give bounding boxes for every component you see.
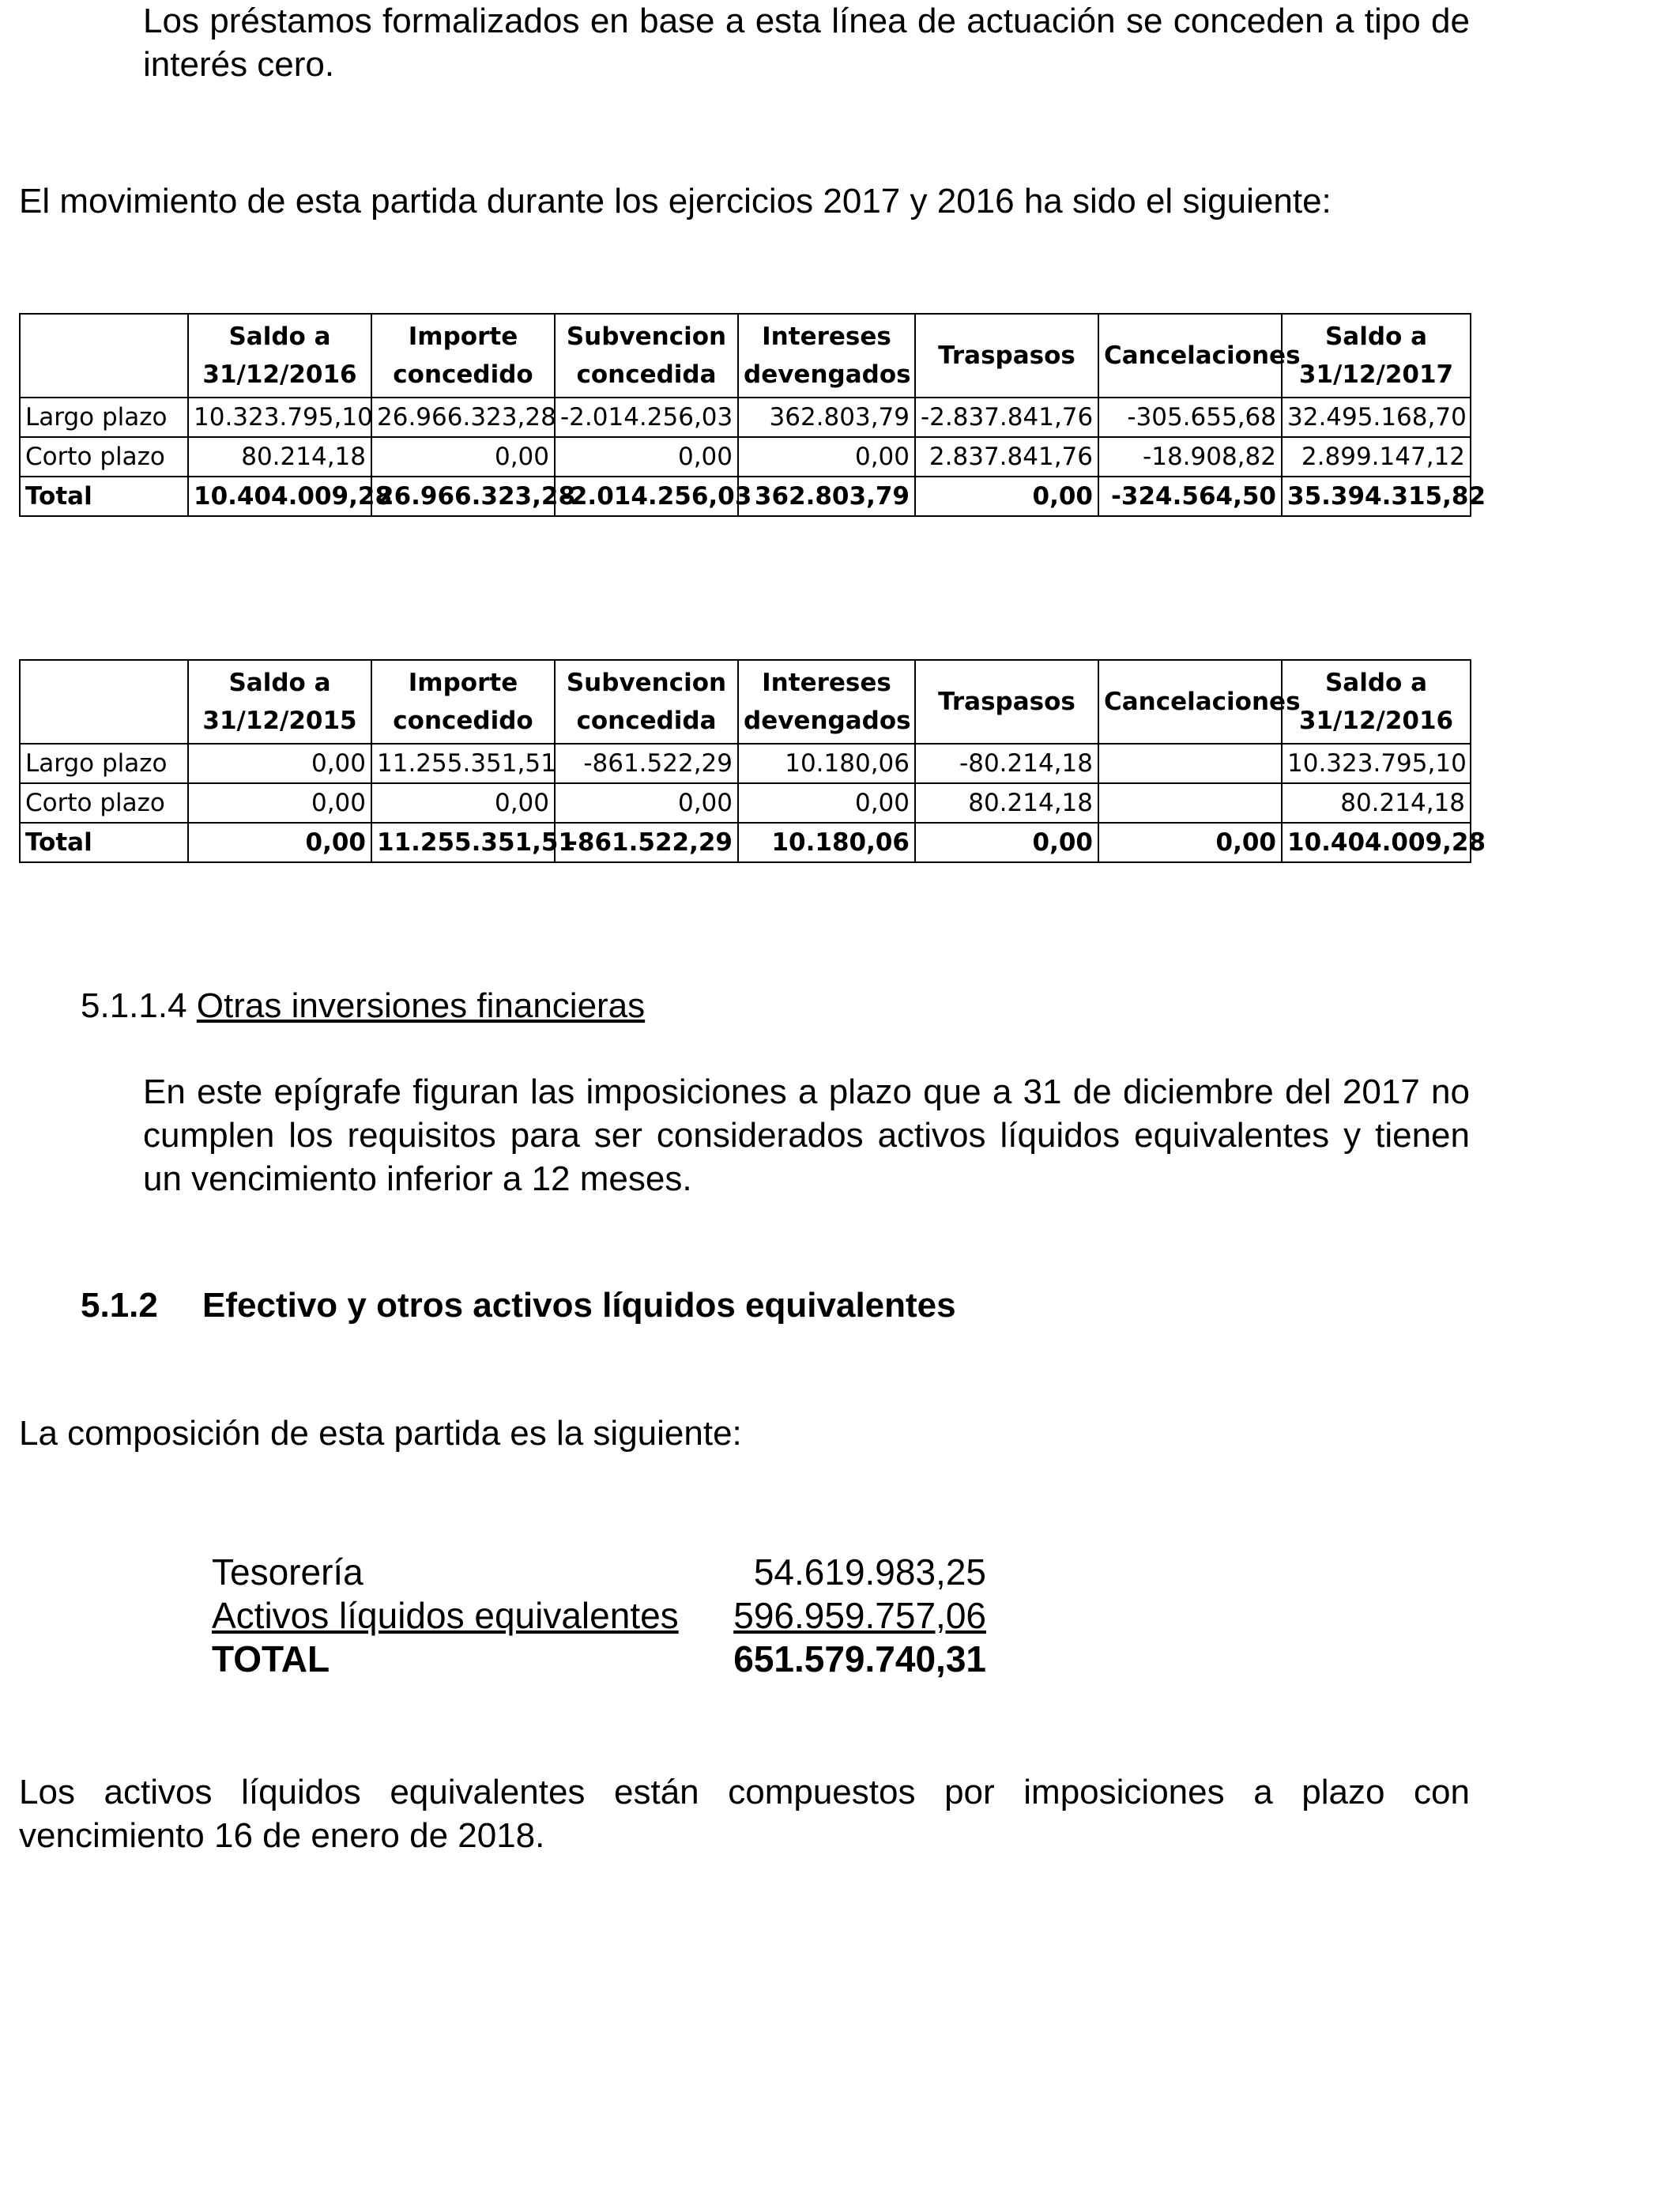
cell: 0,00 bbox=[1098, 823, 1282, 862]
composition-row bbox=[212, 1594, 986, 1638]
cell: 0,00 bbox=[188, 783, 371, 823]
cell: 0,00 bbox=[915, 823, 1098, 862]
cell: 0,00 bbox=[738, 783, 915, 823]
table-row bbox=[20, 437, 1471, 477]
header-traspasos: Traspasos bbox=[915, 314, 1098, 398]
header-intereses: Intereses devengados bbox=[738, 314, 915, 398]
cell: 10.404.009,28 bbox=[188, 477, 371, 516]
section-title: Otras inversiones financieras bbox=[196, 986, 646, 1025]
composition-value: 596.959.757,06 bbox=[733, 1595, 986, 1636]
composition-label: Tesorería bbox=[212, 1551, 363, 1593]
cell bbox=[1098, 744, 1282, 783]
cell: -305.655,68 bbox=[1098, 398, 1282, 437]
movement-table-2016 bbox=[19, 659, 1486, 863]
cell: 10.180,06 bbox=[738, 823, 915, 862]
header-saldo-final: Saldo a 31/12/2016 bbox=[1282, 660, 1471, 744]
cell: 32.495.168,70 bbox=[1282, 398, 1471, 437]
movement-intro: El movimiento de esta partida durante los ejercicios 2017 y 2016 ha sido el siguiente: bbox=[19, 182, 1332, 221]
table-total-row bbox=[20, 477, 1471, 516]
composition-total-row bbox=[212, 1638, 986, 1681]
cell: 0,00 bbox=[555, 437, 738, 477]
cell: 0,00 bbox=[555, 783, 738, 823]
row-label: Total bbox=[20, 477, 188, 516]
header-cancelaciones: Cancelaciones bbox=[1098, 660, 1282, 744]
header-importe: Importe concedido bbox=[371, 660, 555, 744]
table-row bbox=[20, 398, 1471, 437]
cell: 2.837.841,76 bbox=[915, 437, 1098, 477]
composition-label: Activos líquidos equivalentes bbox=[212, 1595, 679, 1636]
row-label: Corto plazo bbox=[20, 437, 188, 477]
cell: 0,00 bbox=[371, 783, 555, 823]
cell: 80.214,18 bbox=[1282, 783, 1471, 823]
cell: -324.564,50 bbox=[1098, 477, 1282, 516]
cell: 10.404.009,28 bbox=[1282, 823, 1471, 862]
cell: -80.214,18 bbox=[915, 744, 1098, 783]
header-saldo-final: Saldo a 31/12/2017 bbox=[1282, 314, 1471, 398]
cell: -18.908,82 bbox=[1098, 437, 1282, 477]
header-saldo-inicial: Saldo a 31/12/2016 bbox=[188, 314, 371, 398]
composition-row bbox=[212, 1551, 986, 1594]
composition-value: 651.579.740,31 bbox=[733, 1638, 986, 1679]
composition-table bbox=[212, 1551, 986, 1681]
cell: 11.255.351,51 bbox=[371, 744, 555, 783]
table-total-row bbox=[20, 823, 1471, 862]
cell: -2.014.256,03 bbox=[555, 398, 738, 437]
cell: 10.323.795,10 bbox=[1282, 744, 1471, 783]
cell: 362.803,79 bbox=[738, 477, 915, 516]
cell: 2.899.147,12 bbox=[1282, 437, 1471, 477]
section-title: Efectivo y otros activos líquidos equivalentes bbox=[202, 1286, 956, 1325]
row-label: Largo plazo bbox=[20, 744, 188, 783]
cell: 0,00 bbox=[188, 823, 371, 862]
header-empty bbox=[20, 314, 188, 398]
cell: -861.522,29 bbox=[555, 744, 738, 783]
composition-label: TOTAL bbox=[212, 1638, 330, 1679]
header-traspasos: Traspasos bbox=[915, 660, 1098, 744]
section-heading-512 bbox=[81, 1284, 956, 1327]
header-cancelaciones: Cancelaciones bbox=[1098, 314, 1282, 398]
cell: 0,00 bbox=[915, 477, 1098, 516]
movement-table-2017 bbox=[19, 313, 1486, 517]
cell: 11.255.351,51 bbox=[371, 823, 555, 862]
section-number: 5.1.2 bbox=[81, 1286, 158, 1325]
section-5114-paragraph: En este epígrafe figuran las imposiciones a plazo que a 31 de diciembre del 2017 no cumplen los requisitos para ser considerados activos líquidos equivalentes y tienen un vencimiento inferior a 12 meses. bbox=[143, 1072, 1470, 1198]
header-saldo-inicial: Saldo a 31/12/2015 bbox=[188, 660, 371, 744]
header-importe: Importe concedido bbox=[371, 314, 555, 398]
header-intereses: Intereses devengados bbox=[738, 660, 915, 744]
cell: 80.214,18 bbox=[915, 783, 1098, 823]
row-label: Largo plazo bbox=[20, 398, 188, 437]
cell: 80.214,18 bbox=[188, 437, 371, 477]
cell: -2.837.841,76 bbox=[915, 398, 1098, 437]
cell: -861.522,29 bbox=[555, 823, 738, 862]
header-empty bbox=[20, 660, 188, 744]
cell bbox=[1098, 783, 1282, 823]
row-label: Total bbox=[20, 823, 188, 862]
section-heading-5114 bbox=[81, 984, 645, 1027]
cell: 26.966.323,28 bbox=[371, 477, 555, 516]
intro-paragraph: Los préstamos formalizados en base a esta línea de actuación se conceden a tipo de interés cero. bbox=[143, 2, 1470, 84]
cell: 0,00 bbox=[371, 437, 555, 477]
header-subvencion: Subvencion concedida bbox=[555, 314, 738, 398]
table-row bbox=[20, 744, 1471, 783]
cell: -2.014.256,03 bbox=[555, 477, 738, 516]
composition-value: 54.619.983,25 bbox=[753, 1551, 986, 1593]
cell: 10.323.795,10 bbox=[188, 398, 371, 437]
section-number: 5.1.1.4 bbox=[81, 986, 187, 1025]
table-row bbox=[20, 783, 1471, 823]
cell: 0,00 bbox=[188, 744, 371, 783]
cell: 0,00 bbox=[738, 437, 915, 477]
cell: 26.966.323,28 bbox=[371, 398, 555, 437]
cell: 10.180,06 bbox=[738, 744, 915, 783]
table-header-row bbox=[20, 314, 1471, 398]
header-subvencion: Subvencion concedida bbox=[555, 660, 738, 744]
cell: 35.394.315,82 bbox=[1282, 477, 1471, 516]
composition-intro: La composición de esta partida es la siguiente: bbox=[19, 1414, 742, 1453]
cell: 362.803,79 bbox=[738, 398, 915, 437]
row-label: Corto plazo bbox=[20, 783, 188, 823]
closing-paragraph: Los activos líquidos equivalentes están compuestos por imposiciones a plazo con vencimiento 16 de enero de 2018. bbox=[19, 1773, 1470, 1855]
table-header-row bbox=[20, 660, 1471, 744]
